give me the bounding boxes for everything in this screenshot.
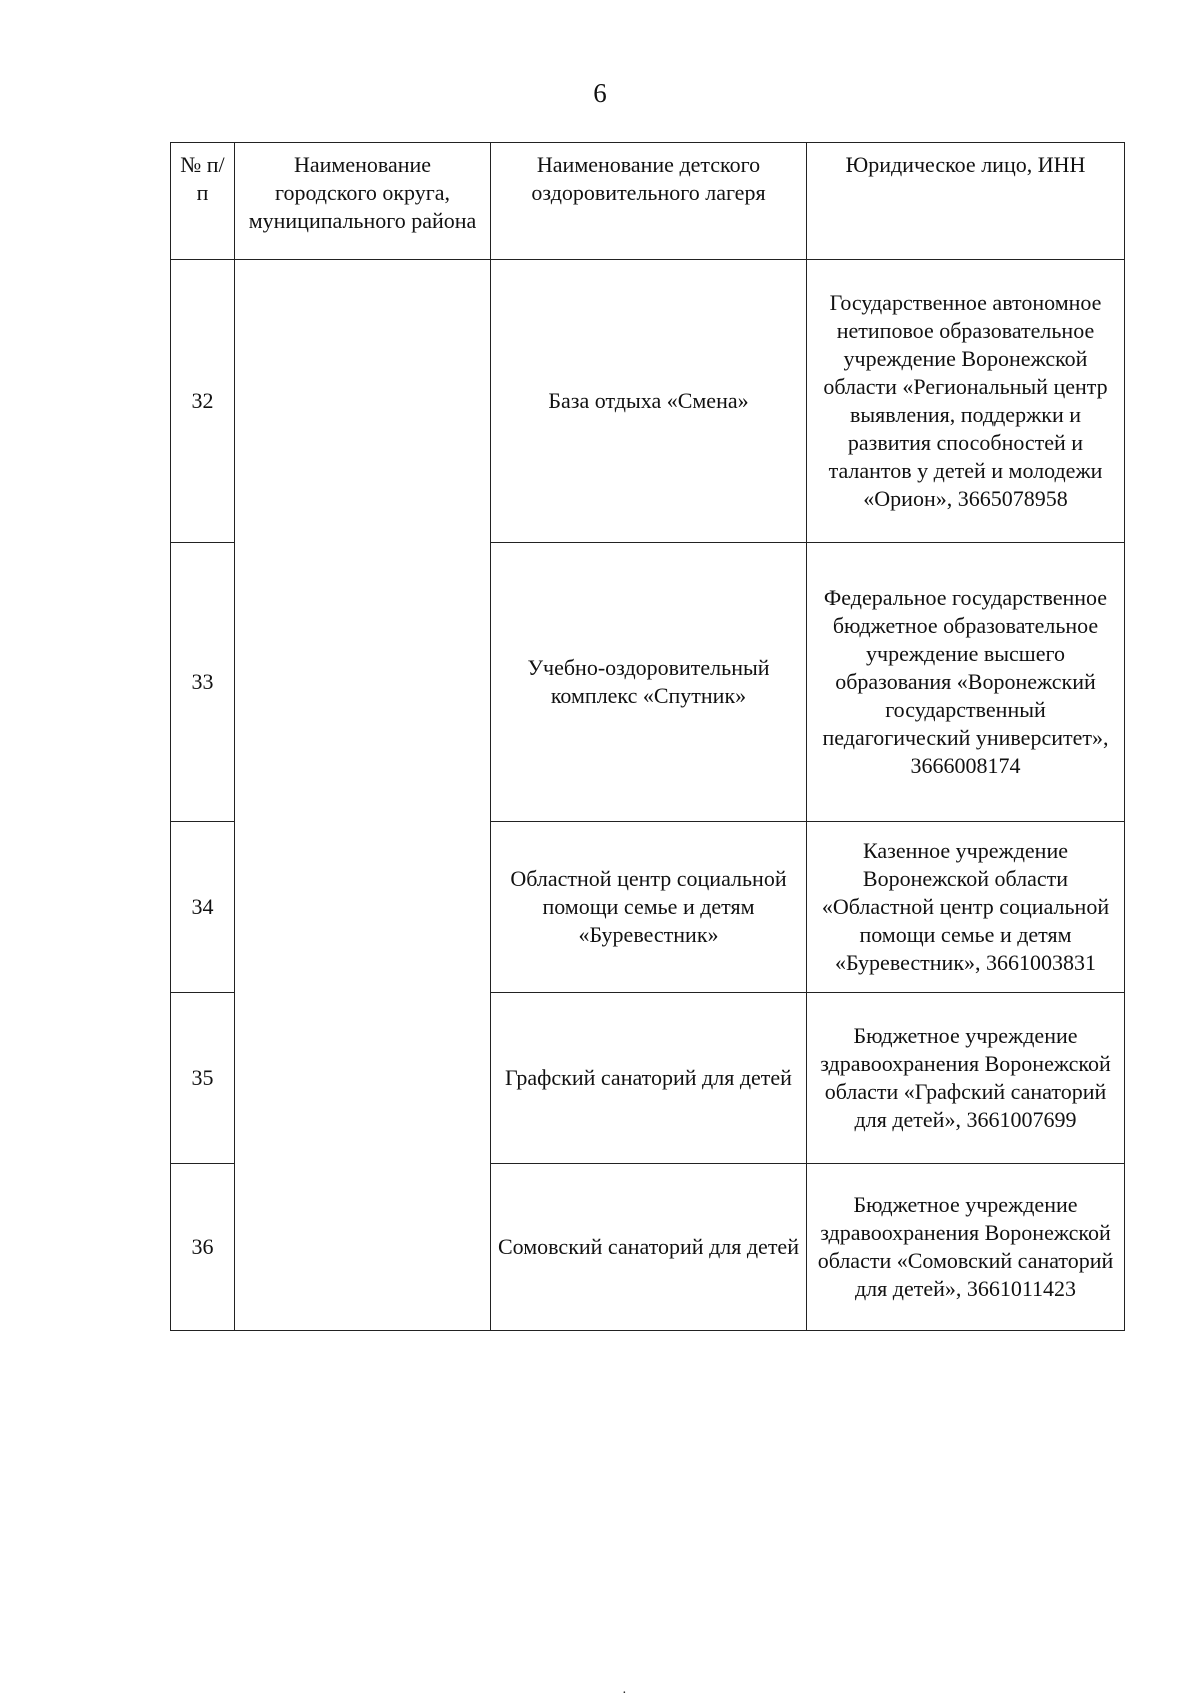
row-org: Бюджетное учреждение здравоохранения Воронежской области «Сомовский санаторий для детей», 3661011423	[807, 1164, 1125, 1331]
row-num: 36	[171, 1164, 235, 1331]
camps-table	[170, 142, 1125, 1331]
row-camp: База отдыха «Смена»	[491, 260, 807, 543]
row-org: Федеральное государственное бюджетное образовательное учреждение высшего образования «Воронежский государственный педагогический университет», 3666008174	[807, 543, 1125, 822]
header-camp: Наименование детского оздоровительного лагеря	[491, 143, 807, 260]
row-camp: Областной центр социальной помощи семье и детям «Буревестник»	[491, 822, 807, 993]
page-number: 6	[593, 78, 607, 108]
row-num: 32	[171, 260, 235, 543]
row-num: 34	[171, 822, 235, 993]
row-camp: Учебно-оздоровительный комплекс «Спутник»	[491, 543, 807, 822]
row-camp: Сомовский санаторий для детей	[491, 1164, 807, 1331]
header-district: Наименование городского округа, муниципального района	[235, 143, 491, 260]
row-num: 35	[171, 993, 235, 1164]
table-header-row	[171, 143, 1125, 260]
table-row	[171, 260, 1125, 543]
row-camp: Графский санаторий для детей	[491, 993, 807, 1164]
header-org: Юридическое лицо, ИНН	[807, 143, 1125, 260]
row-org: Бюджетное учреждение здравоохранения Воронежской области «Графский санаторий для детей», 3661007699	[807, 993, 1125, 1164]
district-cell	[235, 260, 491, 1331]
row-org: Казенное учреждение Воронежской области «Областной центр социальной помощи семье и детям «Буревестник», 3661003831	[807, 822, 1125, 993]
row-num: 33	[171, 543, 235, 822]
row-org: Государственное автономное нетиповое образовательное учреждение Воронежской области «Региональный центр выявления, поддержки и развития способностей и талантов у детей и молодежи «Орион», 3665078958	[807, 260, 1125, 543]
scan-speck: ·	[622, 1686, 627, 1701]
header-num: № п/п	[171, 143, 235, 260]
